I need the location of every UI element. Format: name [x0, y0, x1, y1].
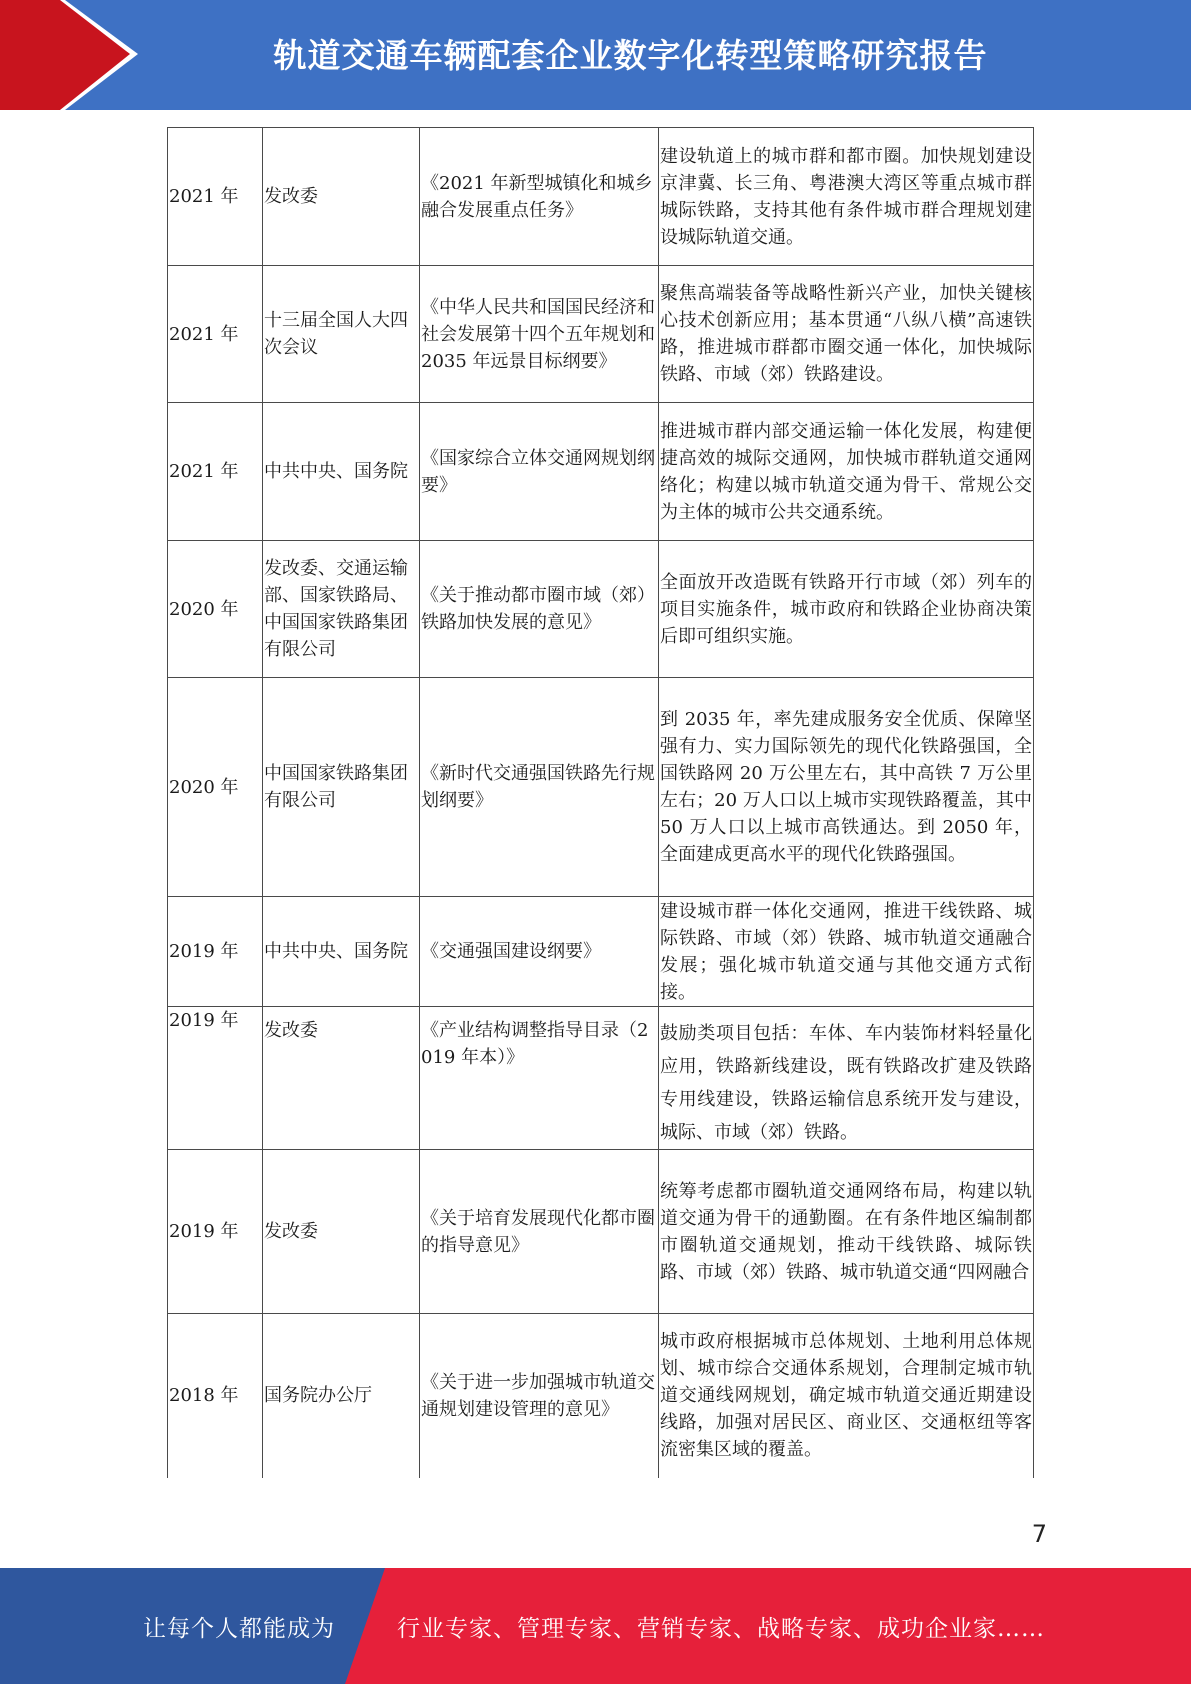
- year-cell: 2020 年: [168, 541, 263, 678]
- description-cell: 到 2035 年，率先建成服务安全优质、保障坚强有力、实力国际领先的现代化铁路强国，全国铁路网 20 万公里左右，其中高铁 7 万公里左右；20 万人口以上城市实现铁路覆盖，其中 50 万人口以上城市高铁通达。到 2050 年，全面建成更高水平的现代化铁路强国。: [659, 678, 1034, 897]
- year-cell: 2021 年: [168, 403, 263, 541]
- year-cell: 2020 年: [168, 678, 263, 897]
- table-row: [168, 403, 1034, 541]
- department-cell: 发改委、交通运输部、国家铁路局、中国国家铁路集团有限公司: [263, 541, 420, 678]
- description-cell: 城市政府根据城市总体规划、土地利用总体规划、城市综合交通体系规划，合理制定城市轨道交通线网规划，确定城市轨道交通近期建设线路，加强对居民区、商业区、交通枢纽等客流密集区域的覆盖。: [659, 1314, 1034, 1478]
- policy-table: [167, 127, 1034, 1478]
- footer-banner: [0, 1568, 1191, 1684]
- report-header-banner: [0, 0, 1191, 110]
- department-cell: 发改委: [263, 1007, 420, 1150]
- table-row: [168, 897, 1034, 1007]
- table-row: [168, 678, 1034, 897]
- description-cell: 推进城市群内部交通运输一体化发展，构建便捷高效的城际交通网，加快城市群轨道交通网络化；构建以城市轨道交通为骨干、常规公交为主体的城市公共交通系统。: [659, 403, 1034, 541]
- table-row: [168, 1314, 1034, 1478]
- page-number: 7: [1031, 1520, 1047, 1548]
- description-cell: 统筹考虑都市圈轨道交通网络布局，构建以轨道交通为骨干的通勤圈。在有条件地区编制都市圈轨道交通规划，推动干线铁路、城际铁路、市域（郊）铁路、城市轨道交通“四网融合: [659, 1150, 1034, 1314]
- document-cell: 《关于培育发展现代化都市圈的指导意见》: [420, 1150, 659, 1314]
- department-cell: 发改委: [263, 128, 420, 266]
- document-cell: 《交通强国建设纲要》: [420, 897, 659, 1007]
- table-row: [168, 128, 1034, 266]
- table-row: [168, 1007, 1034, 1150]
- description-cell: 建设城市群一体化交通网，推进干线铁路、城际铁路、市域（郊）铁路、城市轨道交通融合发展；强化城市轨道交通与其他交通方式衔接。: [659, 897, 1034, 1007]
- department-cell: 十三届全国人大四次会议: [263, 266, 420, 403]
- document-cell: 《产业结构调整指导目录（2019 年本）》: [420, 1007, 659, 1150]
- year-cell: 2018 年: [168, 1314, 263, 1478]
- document-cell: 《2021 年新型城镇化和城乡融合发展重点任务》: [420, 128, 659, 266]
- department-cell: 中共中央、国务院: [263, 897, 420, 1007]
- red-arrow-decoration: [0, 0, 150, 110]
- report-title: 轨道交通车辆配套企业数字化转型策略研究报告: [273, 35, 988, 75]
- department-cell: 中共中央、国务院: [263, 403, 420, 541]
- description-cell: 聚焦高端装备等战略性新兴产业，加快关键核心技术创新应用；基本贯通“八纵八横”高速铁路，推进城市群都市圈交通一体化，加快城际铁路、市域（郊）铁路建设。: [659, 266, 1034, 403]
- table-row: [168, 1150, 1034, 1314]
- description-cell: 建设轨道上的城市群和都市圈。加快规划建设京津冀、长三角、粤港澳大湾区等重点城市群城际铁路，支持其他有条件城市群合理规划建设城际轨道交通。: [659, 128, 1034, 266]
- year-cell: 2019 年: [168, 897, 263, 1007]
- footer-slogan-left: 让每个人都能成为: [143, 1615, 335, 1642]
- department-cell: 国务院办公厅: [263, 1314, 420, 1478]
- table-row: [168, 541, 1034, 678]
- document-cell: 《中华人民共和国国民经济和社会发展第十四个五年规划和 2035 年远景目标纲要》: [420, 266, 659, 403]
- description-cell: 鼓励类项目包括：车体、车内装饰材料轻量化应用，铁路新线建设，既有铁路改扩建及铁路专用线建设，铁路运输信息系统开发与建设，城际、市域（郊）铁路。: [659, 1007, 1034, 1150]
- year-cell: 2021 年: [168, 128, 263, 266]
- description-cell: 全面放开改造既有铁路开行市域（郊）列车的项目实施条件，城市政府和铁路企业协商决策后即可组织实施。: [659, 541, 1034, 678]
- document-cell: 《关于进一步加强城市轨道交通规划建设管理的意见》: [420, 1314, 659, 1478]
- year-cell: 2019 年: [168, 1007, 263, 1150]
- document-cell: 《关于推动都市圈市域（郊）铁路加快发展的意见》: [420, 541, 659, 678]
- department-cell: 中国国家铁路集团有限公司: [263, 678, 420, 897]
- year-cell: 2021 年: [168, 266, 263, 403]
- document-cell: 《新时代交通强国铁路先行规划纲要》: [420, 678, 659, 897]
- department-cell: 发改委: [263, 1150, 420, 1314]
- year-cell: 2019 年: [168, 1150, 263, 1314]
- table-row: [168, 266, 1034, 403]
- document-cell: 《国家综合立体交通网规划纲要》: [420, 403, 659, 541]
- footer-slogan-right: 行业专家、管理专家、营销专家、战略专家、成功企业家……: [397, 1615, 1045, 1642]
